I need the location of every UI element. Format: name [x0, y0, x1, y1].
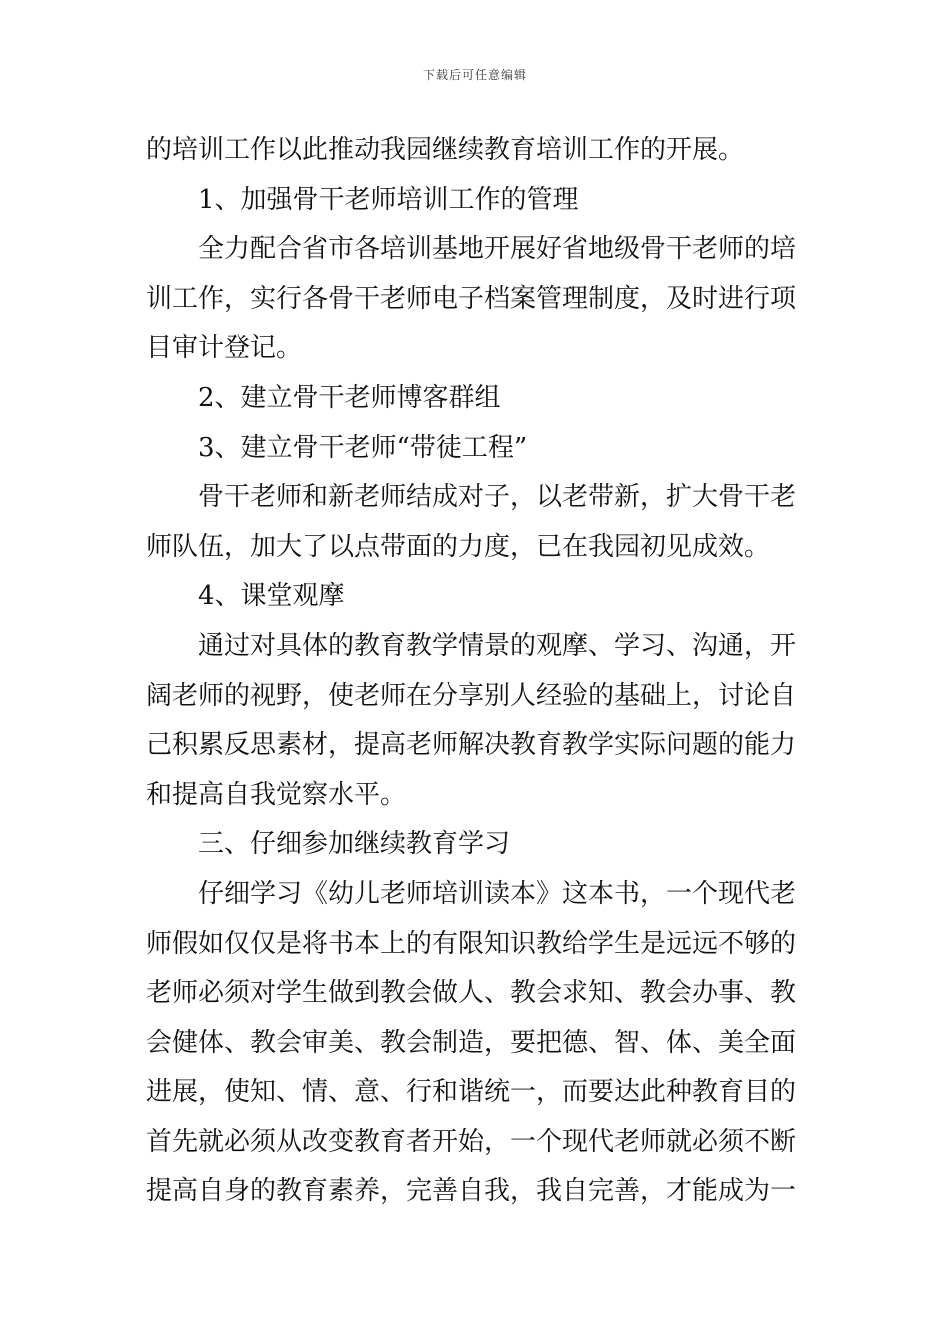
text-line: 3、建立骨干老师“带徒工程”: [198, 432, 528, 463]
document-body: [146, 126, 806, 1217]
text-line: 2、建立骨干老师博客群组: [198, 382, 501, 413]
text-line: 全力配合省市各培训基地开展好省地级骨干老师的培: [198, 234, 797, 265]
text-line: 师假如仅仅是将书本上的有限知识教给学生是远远不够的: [146, 928, 797, 959]
text-line: 的培训工作以此推动我园继续教育培训工作的开展。: [146, 135, 745, 165]
text-line: 老师必须对学生做到教会做人、教会求知、教会办事、教: [146, 978, 797, 1009]
text-line: 进展，使知、情、意、行和谐统一，而要达此种教育目的: [146, 1077, 797, 1108]
text-line: 目审计登记。: [146, 333, 303, 364]
text-line: 师队伍，加大了以点带面的力度，已在我园初见成效。: [146, 531, 771, 562]
text-line: 会健体、教会审美、教会制造，要把德、智、体、美全面: [146, 1027, 797, 1058]
text-line: 首先就必须从改变教育者开始，一个现代老师就必须不断: [146, 1126, 797, 1157]
text-line: 和提高自我觉察水平。: [146, 779, 407, 810]
text-line: 训工作，实行各骨干老师电子档案管理制度，及时进行项: [146, 283, 797, 314]
header-note: 下载后可任意编辑: [422, 68, 527, 82]
text-line: 骨干老师和新老师结成对子，以老带新，扩大骨干老: [198, 482, 797, 513]
text-line: 提高自身的教育素养，完善自我，我自完善，才能成为一: [146, 1176, 797, 1207]
text-line: 仔细学习《幼儿老师培训读本》这本书，一个现代老: [198, 878, 797, 909]
text-line: 通过对具体的教育教学情景的观摩、学习、沟通，开: [198, 630, 797, 661]
text-line: 4、课堂观摩: [198, 581, 345, 612]
text-line: 阔老师的视野，使老师在分享别人经验的基础上，讨论自: [146, 680, 797, 711]
text-line: 1、加强骨干老师培训工作的管理: [198, 184, 579, 215]
text-line: 己积累反思素材，提高老师解决教育教学实际问题的能力: [146, 730, 797, 761]
text-line: 三、仔细参加继续教育学习: [198, 829, 511, 860]
